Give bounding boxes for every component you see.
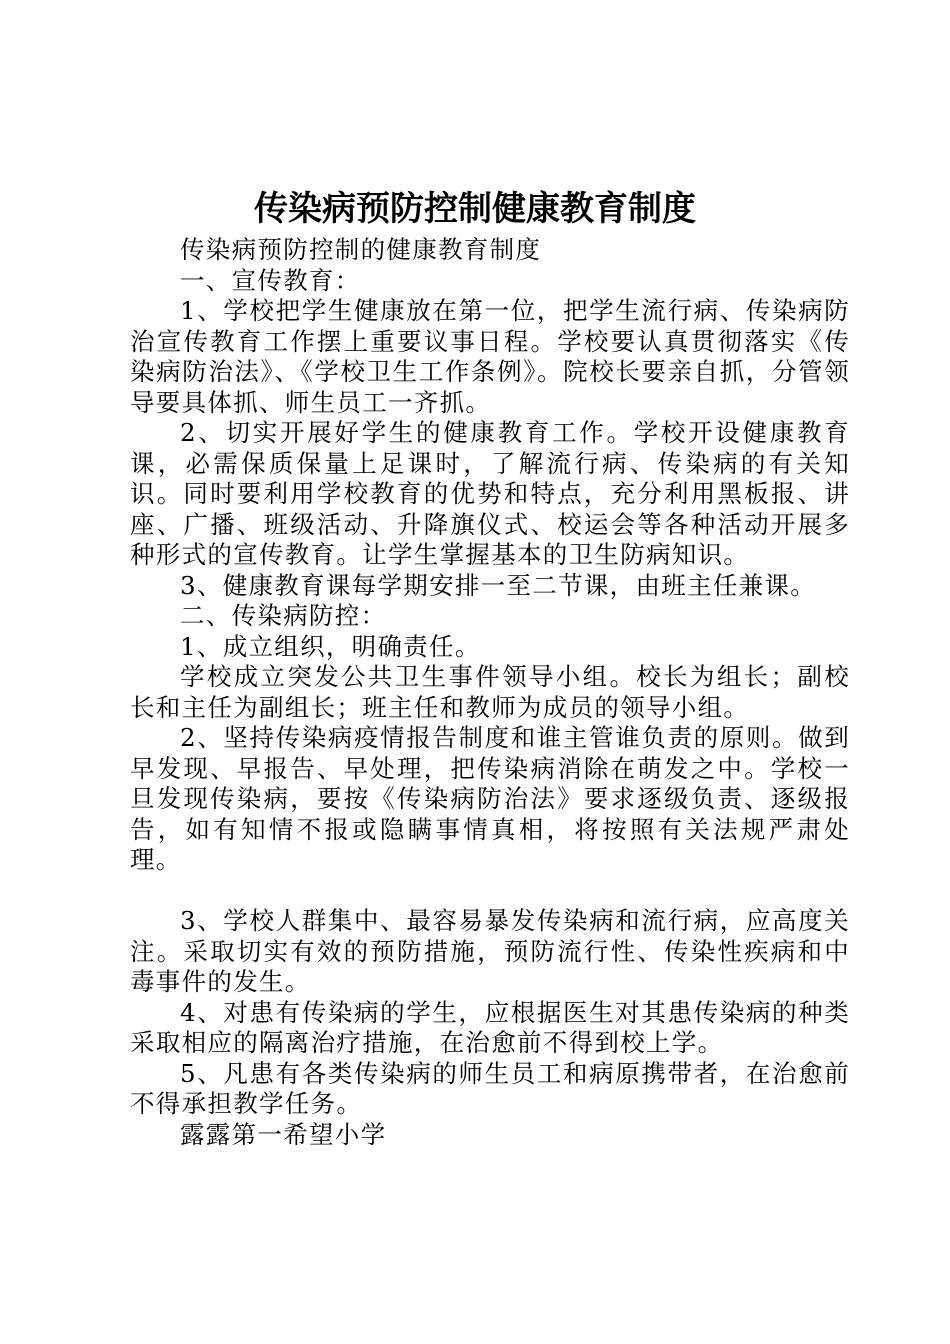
section-heading-publicity: 一、宣传教育： [180,265,361,295]
paragraph-prevention-3: 3、学校人群集中、最容易暴发传染病和流行病，应高度关注。采取切实有效的预防措施，预防流行性、传染性疾病和中毒事件的发生。 [130,906,850,996]
section-heading-prevention: 二、传染病防控： [180,601,387,630]
paragraph-prevention-5: 5、凡患有各类传染病的师生员工和病原携带者，在治愈前不得承担教学任务。 [130,1058,850,1118]
paragraph-leadership-group: 学校成立突发公共卫生事件领导小组。校长为组长；副校长和主任为副组长；班主任和教师为成员的领导小组。 [130,662,850,722]
paragraph-prevention-2: 2、坚持传染病疫情报告制度和谁主管谁负责的原则。做到早发现、早报告、早处理，把传染病消除在萌发之中。学校一旦发现传染病，要按《传染病防治法》要求逐级负责、逐级报告，如有知情不报或隐瞒事情真相，将按照有关法规严肃处理。 [130,723,850,874]
document-body [130,235,850,1150]
paragraph-prevention-1: 1、成立组织，明确责任。 [180,631,481,661]
blank-line [130,876,850,907]
paragraph-prevention-4: 4、对患有传染病的学生，应根据医生对其患传染病的种类采取相应的隔离治疗措施，在治愈前不得到校上学。 [130,997,850,1057]
document-title: 传染病预防控制健康教育制度 [254,189,696,229]
paragraph-publicity-2: 2、切实开展好学生的健康教育工作。学校开设健康教育课，必需保质保量上足课时，了解流行病、传染病的有关知识。同时要利用学校教育的优势和特点，充分利用黑板报、讲座、广播、班级活动、升降旗仪式、校运会等各种活动开展多种形式的宣传教育。让学生掌握基本的卫生防病知识。 [130,418,850,569]
paragraph-publicity-3: 3、健康教育课每学期安排一至二节课，由班主任兼课。 [180,570,817,600]
subtitle-paragraph: 传染病预防控制的健康教育制度 [180,235,542,264]
paragraph-publicity-1: 1、学校把学生健康放在第一位，把学生流行病、传染病防治宣传教育工作摆上重要议事日程。学校要认真贯彻落实《传染病防治法》、《学校卫生工作条例》。院校长要亲自抓，分管领导要具体抓、师生员工一齐抓。 [130,296,850,417]
signature-school-name: 露露第一希望小学 [180,1119,387,1149]
